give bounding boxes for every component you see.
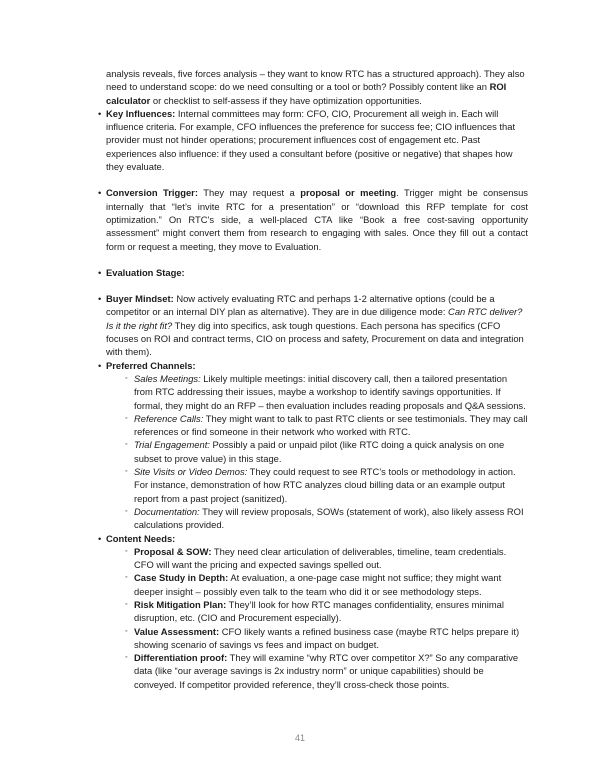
list-item: ◦ Proposal & SOW: They need clear articulation of deliverables, timeline, team credentials. CFO will want the pricing and expected savings spelled out. [125,545,507,571]
list-item: ◦ Sales Meetings: Likely multiple meetings: initial discovery call, then a tailored presentation from RTC addressing their issues, maybe a workshop to identify savings opportunities. If formal, they might do an RFP – then evaluation includes reading proposals and Q&A sessions. [125,372,526,411]
list-item: ◦ Documentation: They will review proposals, SOWs (statement of work), also likely assess ROI calculations provided. [125,505,524,531]
list-item: ◦ Site Visits or Video Demos: They could request to see RTC’s tools or methodology in action. For instance, demonstration of how RTC analyzes cloud billing data or an example output report from a past project (sanitized). [125,466,516,504]
circle-bullet-icon: ◦ [125,600,128,608]
list-item: ◦ Reference Calls: They might want to talk to past RTC clients or see testimonials. They may call references or find someone in their network who worked with RTC. [125,412,528,438]
circle-bullet-icon: ◦ [125,468,128,476]
content-needs-list [98,545,528,691]
circle-bullet-icon: ◦ [125,441,128,449]
bullet-icon: • [98,266,102,278]
circle-bullet-icon: ◦ [125,654,128,662]
list-item: ◦ Risk Mitigation Plan: They’ll look for how RTC manages confidentiality, ensures minimal disruption, etc. (CIO and Procurement especially). [125,598,504,624]
intro-paragraph: analysis reveals, five forces analysis – they want to know RTC has a structured approach). They also need to understand scope: do we need consulting or a tool or both? Possibly content like an ROI calculator or checklist to self-assess if they have optimization opportunities. [106,68,525,106]
document-body [98,67,528,691]
list-item: ◦ Differentiation proof: They will examine “why RTC over competitor X?” So any comparative data (like “our average savings is 2x industry norm” or unique capabilities) should be conveyed. If competitor provided reference, they’ll cross-check those points. [125,652,519,690]
bullet-icon: • [98,187,102,199]
list-item: ◦ Trial Engagement: Possibly a paid or unpaid pilot (like RTC doing a quick analysis on one subset to prove value) in this stage. [125,439,505,464]
preferred-channels-list [98,372,528,532]
bullet-icon: • [98,107,102,119]
bullet-icon: • [98,532,102,544]
page-number: 41 [294,733,305,743]
circle-bullet-icon: ◦ [125,547,128,555]
bullet-icon: • [98,293,102,305]
conversion-trigger-item: • Conversion Trigger: They may request a proposal or meeting. Trigger might be consensus internally that “let’s invite RTC for a presentation” or “download this RFP template for cost optimization.” On RTC’s side, a well-placed CTA like “Book a free cost-saving opportunity assessment” might convert them from research to engaging with sales. Once they fill out a contact form or request a meeting, they move to Evaluation. [98,187,528,252]
circle-bullet-icon: ◦ [125,574,128,582]
roi-calculator-emphasis: ROI calculator [106,81,507,106]
evaluation-stage-heading: • Evaluation Stage: [98,266,185,278]
bullet-icon: • [98,359,102,371]
buyer-mindset-item: • Buyer Mindset: Now actively evaluating RTC and perhaps 1-2 alternative options (could be a competitor or an internal DIY plan as alternative). They are in due diligence mode: Can RTC deliver? Is it the right fit? They dig into specifics, ask tough questions. Each persona has specifics (CFO focuses on ROI and contract terms, CIO on process and safety, Procurement on data and integration with them). [98,293,524,358]
content-needs-item: • Content Needs: [98,532,176,544]
list-item: ◦ Case Study in Depth: At evaluation, a one-page case might not suffice; they might want deeper insight – possibly even talk to the team who did it or see methodology steps. [125,572,502,597]
circle-bullet-icon: ◦ [125,507,128,515]
circle-bullet-icon: ◦ [125,627,128,635]
preferred-channels-item: • Preferred Channels: [98,359,196,371]
list-item: ◦ Value Assessment: CFO likely wants a refined business case (maybe RTC helps prepare it) showing scenario of savings vs fees and impact on budget. [125,625,520,650]
circle-bullet-icon: ◦ [125,374,128,382]
circle-bullet-icon: ◦ [125,414,128,422]
key-influences-item: • Key Influences: Internal committees may form: CFO, CIO, Procurement all weigh in. Each will influence criteria. For example, CFO influences the preference for success fee; CIO influences that provider must not hinder operations; procurement influences cost of engagement etc. Past experiences also influence: if they used a consultant before (positive or negative) that shapes how they evaluate. [98,107,516,173]
